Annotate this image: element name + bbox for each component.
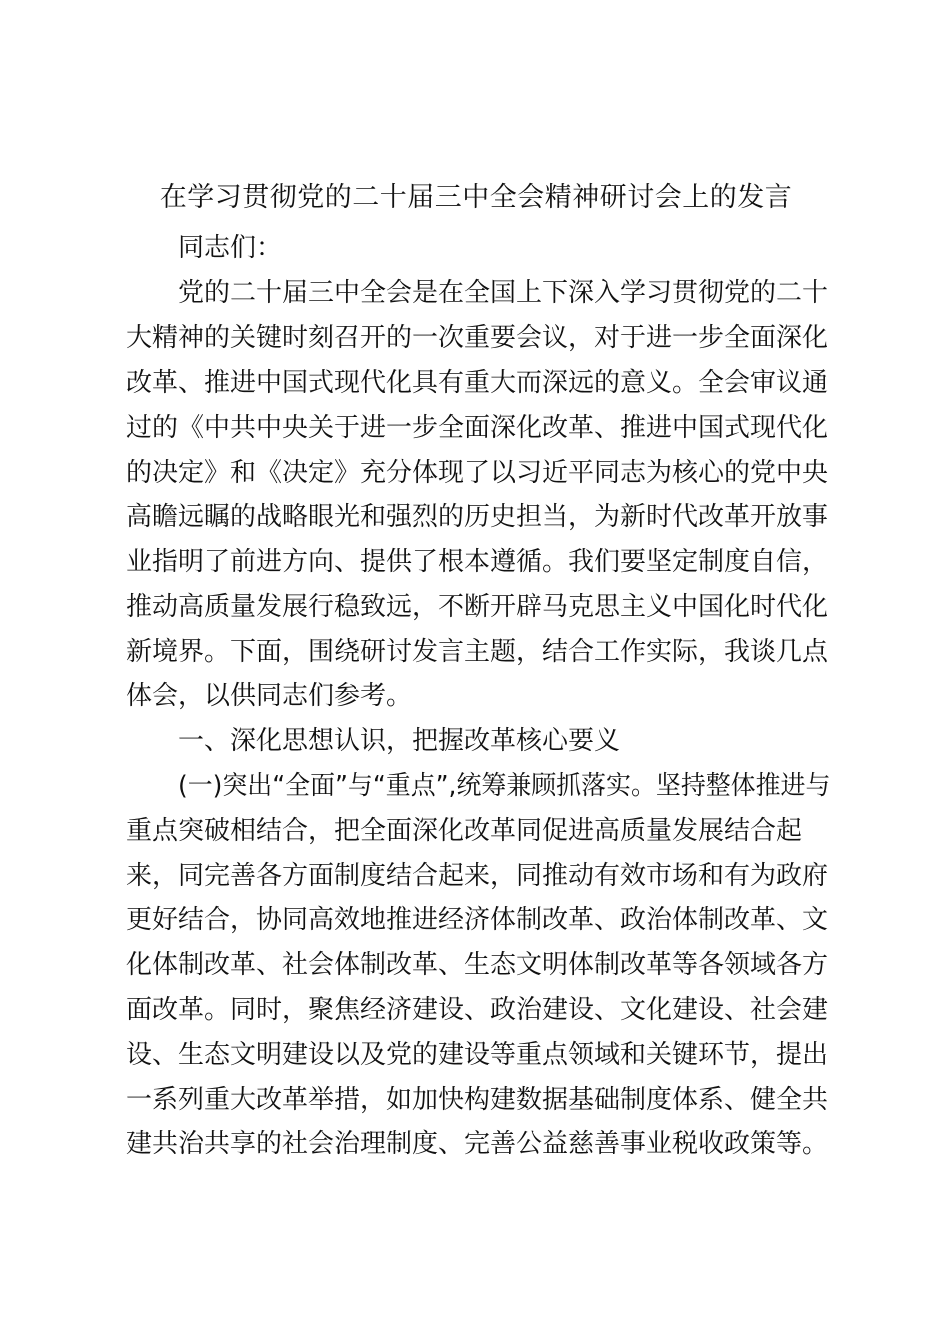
paragraph-1-line: 推动高质量发展行稳致远，不断开辟马克思主义中国化时代化 (126, 592, 829, 622)
paragraph-1-line: 体会，以供同志们参考。 (126, 681, 413, 711)
paragraph-2-line: 来，同完善各方面制度结合起来，同推动有效市场和有为政府 (126, 861, 829, 891)
paragraph-1-line: 的决定》和《决定》充分体现了以习近平同志为核心的党中央 (126, 458, 829, 488)
paragraph-1-line: 党的二十届三中全会是在全国上下深入学习贯彻党的二十 (178, 278, 829, 308)
paragraph-1-line: 大精神的关键时刻召开的一次重要会议，对于进一步全面深化 (126, 323, 829, 353)
paragraph-2-line: 重点突破相结合，把全面深化改革同促进高质量发展结合起 (126, 816, 803, 846)
paragraph-2-line: 更好结合，协同高效地推进经济体制改革、政治体制改革、文 (126, 905, 829, 935)
paragraph-2-line: 化体制改革、社会体制改革、生态文明体制改革等各领域各方 (126, 950, 829, 980)
paragraph-2-line: 一系列重大改革举措，如加快构建数据基础制度体系、健全共 (126, 1085, 829, 1115)
paragraph-1-line: 高瞻远瞩的战略眼光和强烈的历史担当，为新时代改革开放事 (126, 502, 829, 532)
document-title: 在学习贯彻党的二十届三中全会精神研讨会上的发言 (159, 182, 793, 213)
paragraph-1-line: 改革、推进中国式现代化具有重大而深远的意义。全会审议通 (126, 368, 829, 398)
paragraph-1-line: 业指明了前进方向、提供了根本遵循。我们要坚定制度自信， (126, 547, 829, 577)
paragraph-2-line: 建共治共享的社会治理制度、完善公益慈善事业税收政策等。 (126, 1129, 829, 1159)
salutation: 同志们： (178, 233, 283, 263)
paragraph-2-line: (一)突出“全面”与“重点”,统筹兼顾抓落实。坚持整体推进与 (178, 771, 831, 801)
paragraph-2-line: 面改革。同时，聚焦经济建设、政治建设、文化建设、社会建 (126, 995, 829, 1025)
paragraph-1-line: 过的《中共中央关于进一步全面深化改革、推进中国式现代化 (126, 413, 829, 443)
paragraph-1-line: 新境界。下面，围绕研讨发言主题，结合工作实际，我谈几点 (126, 637, 829, 667)
paragraph-2-line: 设、生态文明建设以及党的建设等重点领域和关键环节，提出 (126, 1040, 829, 1070)
section-heading: 一、深化思想认识，把握改革核心要义 (178, 726, 621, 756)
